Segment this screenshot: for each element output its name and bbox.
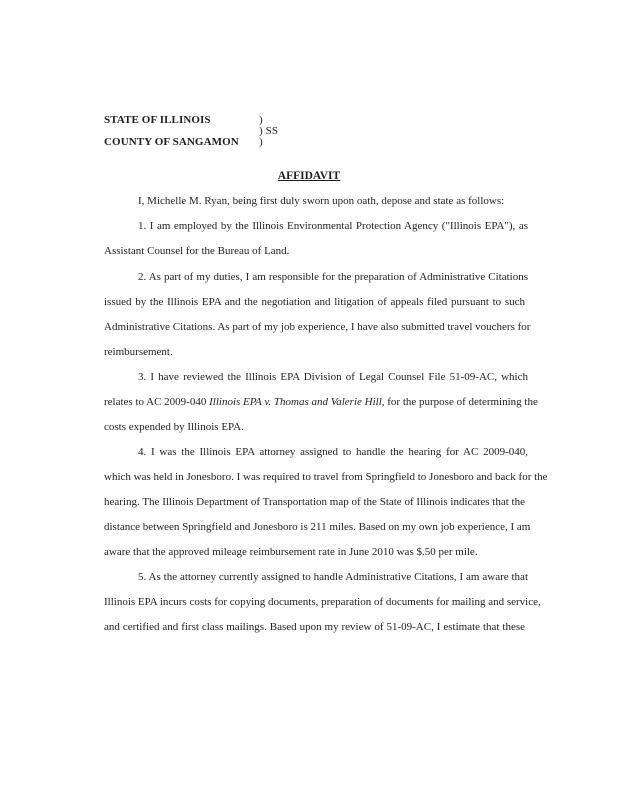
para-4-line-2: which was held in Jonesboro. I was required to travel from Springfield to Jonesboro and back for the (104, 471, 548, 483)
para-4-line-5: aware that the approved mileage reimbursement rate in June 2010 was $.50 per mile. (104, 546, 478, 558)
caption-state: STATE OF ILLINOIS (104, 114, 211, 126)
case-name: Illinois EPA v. Thomas and Valerie Hill (209, 396, 382, 408)
para-5-line-2: Illinois EPA incurs costs for copying documents, preparation of documents for mailing and service, (104, 596, 541, 608)
para-2-line-3: Administrative Citations. As part of my job experience, I have also submitted travel vouchers for (104, 321, 531, 333)
para-3-line-1: 3. I have reviewed the Illinois EPA Division of Legal Counsel File 51-09-AC, which (138, 371, 528, 383)
para-4-line-3: hearing. The Illinois Department of Transportation map of the State of Illinois indicates that the (104, 496, 525, 508)
para-2-line-2: issued by the Illinois EPA and the negotiation and litigation of appeals filed pursuant to such (104, 296, 525, 308)
para-5-line-3: and certified and first class mailings. Based upon my review of 51-09-AC, I estimate that these (104, 621, 525, 633)
para-2-line-4: reimbursement. (104, 346, 173, 358)
intro-line: I, Michelle M. Ryan, being first duly sworn upon oath, depose and state as follows: (138, 195, 505, 207)
para-1-line-1: 1. I am employed by the Illinois Environmental Protection Agency ("Illinois EPA"), as (138, 220, 528, 232)
caption-county: COUNTY OF SANGAMON (104, 136, 239, 148)
para-2-line-1: 2. As part of my duties, I am responsible for the preparation of Administrative Citations (138, 271, 528, 283)
para-4-line-4: distance between Springfield and Jonesboro is 211 miles. Based on my own job experience, I am (104, 521, 531, 533)
para-5-line-1: 5. As the attorney currently assigned to handle Administrative Citations, I am aware that (138, 571, 528, 583)
caption-paren-top: ) (259, 114, 263, 126)
para-3-line-3: costs expended by Illinois EPA. (104, 421, 244, 433)
para-4-line-1: 4. I was the Illinois EPA attorney assigned to handle the hearing for AC 2009-040, (138, 446, 528, 458)
document-title: AFFIDAVIT (277, 170, 341, 182)
para-1-line-2: Assistant Counsel for the Bureau of Land. (104, 245, 290, 257)
caption-paren-ss: ) SS (259, 125, 279, 137)
caption-paren-bot: ) (259, 136, 263, 148)
para-3-line-2: relates to AC 2009-040 Illinois EPA v. Thomas and Valerie Hill, for the purpose of determining the (104, 396, 538, 408)
